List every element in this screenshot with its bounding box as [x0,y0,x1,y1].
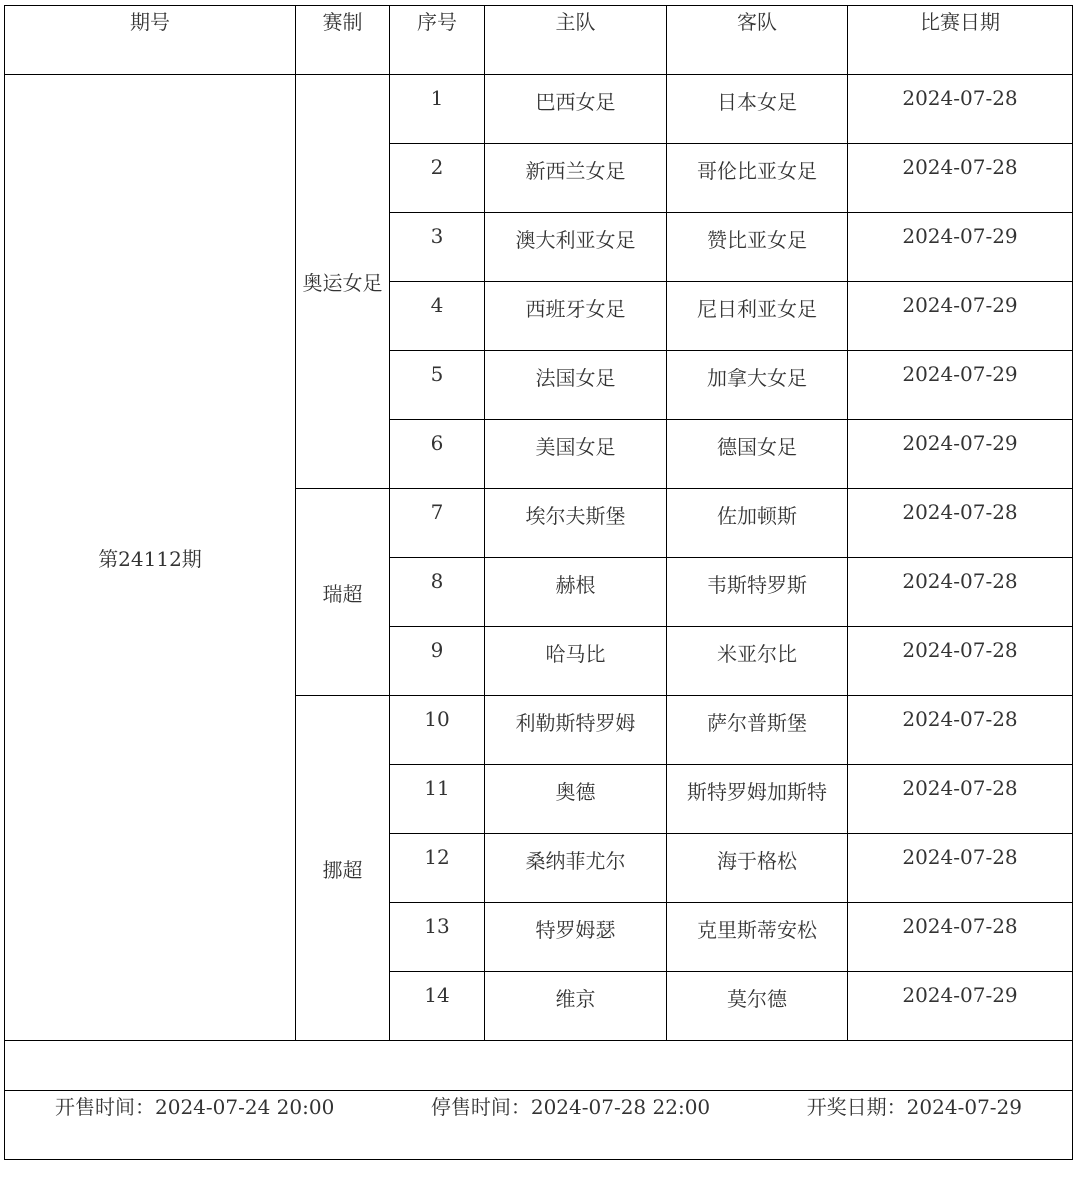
match-seq: 6 [390,420,485,489]
match-seq: 4 [390,282,485,351]
home-team: 维京 [485,972,667,1041]
home-team: 桑纳菲尤尔 [485,834,667,903]
match-date: 2024-07-28 [848,834,1073,903]
match-row [5,75,1073,144]
match-date: 2024-07-29 [848,972,1073,1041]
home-team: 哈马比 [485,627,667,696]
away-team: 海于格松 [667,834,848,903]
sale-info-bar [5,1091,1072,1120]
header-league: 赛制 [296,6,390,75]
home-team: 澳大利亚女足 [485,213,667,282]
match-date: 2024-07-28 [848,144,1073,213]
away-team: 赞比亚女足 [667,213,848,282]
sale-start-time: 开售时间：2024-07-24 20:00 [55,1095,335,1119]
home-team: 特罗姆瑟 [485,903,667,972]
footer-cell [5,1091,1073,1160]
header-seq: 序号 [390,6,485,75]
league-name: 瑞超 [296,489,390,696]
away-team: 尼日利亚女足 [667,282,848,351]
header-date: 比赛日期 [848,6,1073,75]
match-seq: 3 [390,213,485,282]
match-date: 2024-07-29 [848,351,1073,420]
match-seq: 8 [390,558,485,627]
issue-number: 第24112期 [5,75,296,1041]
away-team: 斯特罗姆加斯特 [667,765,848,834]
away-team: 日本女足 [667,75,848,144]
match-seq: 14 [390,972,485,1041]
home-team: 美国女足 [485,420,667,489]
match-date: 2024-07-28 [848,696,1073,765]
away-team: 加拿大女足 [667,351,848,420]
match-seq: 11 [390,765,485,834]
home-team: 西班牙女足 [485,282,667,351]
away-team: 米亚尔比 [667,627,848,696]
footer-row [5,1091,1073,1160]
draw-date: 开奖日期：2024-07-29 [806,1095,1022,1119]
match-date: 2024-07-29 [848,213,1073,282]
spacer-row [5,1041,1073,1091]
match-date: 2024-07-28 [848,627,1073,696]
match-date: 2024-07-29 [848,282,1073,351]
header-row [5,6,1073,75]
league-name: 挪超 [296,696,390,1041]
home-team: 新西兰女足 [485,144,667,213]
away-team: 韦斯特罗斯 [667,558,848,627]
away-team: 佐加顿斯 [667,489,848,558]
match-seq: 1 [390,75,485,144]
match-schedule-table [4,5,1073,1160]
spacer-cell [5,1041,1073,1091]
home-team: 利勒斯特罗姆 [485,696,667,765]
header-home: 主队 [485,6,667,75]
match-seq: 13 [390,903,485,972]
match-seq: 9 [390,627,485,696]
home-team: 巴西女足 [485,75,667,144]
match-date: 2024-07-28 [848,558,1073,627]
sale-stop-time: 停售时间：2024-07-28 22:00 [430,1095,711,1119]
home-team: 法国女足 [485,351,667,420]
match-seq: 12 [390,834,485,903]
header-issue: 期号 [5,6,296,75]
header-away: 客队 [667,6,848,75]
home-team: 埃尔夫斯堡 [485,489,667,558]
match-date: 2024-07-28 [848,75,1073,144]
home-team: 奥德 [485,765,667,834]
home-team: 赫根 [485,558,667,627]
match-seq: 10 [390,696,485,765]
away-team: 德国女足 [667,420,848,489]
league-name: 奥运女足 [296,75,390,489]
match-seq: 5 [390,351,485,420]
away-team: 克里斯蒂安松 [667,903,848,972]
match-date: 2024-07-28 [848,489,1073,558]
match-seq: 7 [390,489,485,558]
match-date: 2024-07-29 [848,420,1073,489]
match-date: 2024-07-28 [848,903,1073,972]
match-seq: 2 [390,144,485,213]
away-team: 莫尔德 [667,972,848,1041]
away-team: 哥伦比亚女足 [667,144,848,213]
away-team: 萨尔普斯堡 [667,696,848,765]
match-date: 2024-07-28 [848,765,1073,834]
